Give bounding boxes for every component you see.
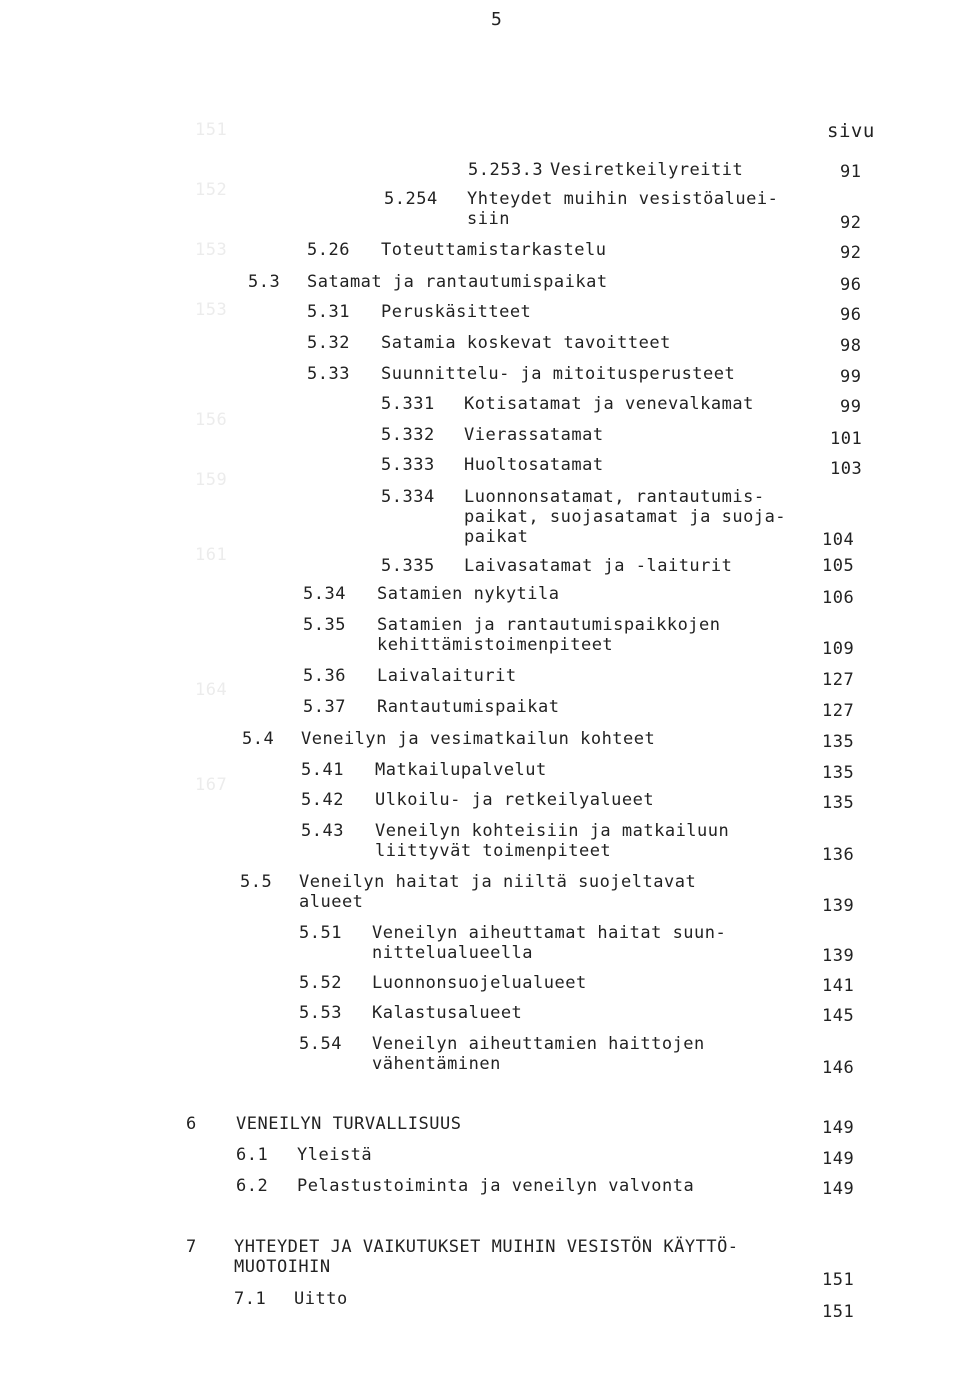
page-number: 5: [491, 9, 503, 30]
toc-entry-title: paikat: [464, 527, 529, 547]
toc-entry-title: Veneilyn ja vesimatkailun kohteet: [301, 729, 656, 749]
toc-entry-number: 5.41: [301, 760, 344, 780]
bleed-through-mark: 151: [195, 120, 228, 140]
toc-entry-title: paikat, suojasatamat ja suoja-: [464, 507, 787, 527]
toc-entry-page: 136: [822, 845, 855, 865]
toc-entry-page: 146: [822, 1058, 855, 1078]
toc-entry-number: 5.34: [303, 584, 346, 604]
toc-entry-title: Vierassatamat: [464, 425, 604, 445]
toc-entry-title: Yhteydet muihin vesistöaluei-: [467, 189, 779, 209]
toc-entry-title: vähentäminen: [372, 1054, 501, 1074]
toc-entry-number: 7.1: [234, 1289, 267, 1309]
toc-entry-page: 127: [822, 670, 855, 690]
toc-entry-number: 5.3: [248, 272, 281, 292]
toc-entry-title: Toteuttamistarkastelu: [381, 240, 607, 260]
toc-entry-title: Kotisatamat ja venevalkamat: [464, 394, 754, 414]
toc-entry-page: 99: [840, 397, 862, 417]
toc-entry-number: 5.331: [381, 394, 435, 414]
toc-entry-page: 103: [830, 459, 863, 479]
toc-entry-page: 139: [822, 896, 855, 916]
bleed-through-mark: 159: [195, 470, 228, 490]
toc-entry-page: 96: [840, 275, 862, 295]
toc-entry-title: Veneilyn haitat ja niiltä suojeltavat: [299, 872, 697, 892]
toc-entry-title: siin: [467, 209, 510, 229]
toc-entry-title: Matkailupalvelut: [375, 760, 547, 780]
toc-entry-number: 5.33: [307, 364, 350, 384]
toc-entry-title: Veneilyn aiheuttamat haitat suun-: [372, 923, 727, 943]
toc-entry-title: Satamat ja rantautumispaikat: [307, 272, 608, 292]
toc-entry-title: Satamia koskevat tavoitteet: [381, 333, 671, 353]
toc-entry-page: 99: [840, 367, 862, 387]
toc-entry-title: alueet: [299, 892, 364, 912]
toc-entry-number: 5.51: [299, 923, 342, 943]
toc-entry-number: 6: [186, 1114, 197, 1134]
toc-entry-page: 109: [822, 639, 855, 659]
toc-entry-number: 5.253.3: [468, 160, 544, 180]
toc-entry-title: Laivasatamat ja -laiturit: [464, 556, 733, 576]
toc-entry-title: VENEILYN TURVALLISUUS: [236, 1114, 462, 1134]
toc-entry-page: 105: [822, 556, 855, 576]
toc-entry-number: 5.37: [303, 697, 346, 717]
bleed-through-mark: 153: [195, 300, 228, 320]
toc-entry-title: Pelastustoiminta ja veneilyn valvonta: [297, 1176, 695, 1196]
toc-entry-page: 135: [822, 793, 855, 813]
toc-entry-title: Vesiretkeilyreitit: [550, 160, 744, 180]
toc-entry-title: MUOTOIHIN: [234, 1257, 331, 1277]
toc-entry-number: 5.332: [381, 425, 435, 445]
toc-entry-title: Satamien ja rantautumispaikkojen: [377, 615, 721, 635]
toc-entry-page: 141: [822, 976, 855, 996]
toc-entry-number: 5.4: [242, 729, 275, 749]
toc-entry-number: 5.53: [299, 1003, 342, 1023]
toc-entry-number: 5.335: [381, 556, 435, 576]
toc-entry-title: Kalastusalueet: [372, 1003, 523, 1023]
toc-entry-title: nittelualueella: [372, 943, 534, 963]
toc-entry-title: Satamien nykytila: [377, 584, 560, 604]
bleed-through-mark: 153: [195, 240, 228, 260]
toc-entry-page: 139: [822, 946, 855, 966]
toc-entry-number: 5.334: [381, 487, 435, 507]
toc-entry-page: 151: [822, 1302, 855, 1322]
toc-entry-number: 5.26: [307, 240, 350, 260]
toc-entry-page: 135: [822, 732, 855, 752]
toc-entry-number: 5.42: [301, 790, 344, 810]
toc-entry-number: 5.52: [299, 973, 342, 993]
toc-entry-title: Luonnonsuojelualueet: [372, 973, 587, 993]
bleed-through-mark: 164: [195, 680, 228, 700]
toc-entry-page: 149: [822, 1179, 855, 1199]
toc-entry-page: 98: [840, 336, 862, 356]
toc-entry-title: Peruskäsitteet: [381, 302, 532, 322]
toc-entry-page: 91: [840, 162, 862, 182]
toc-entry-page: 149: [822, 1149, 855, 1169]
bleed-through-mark: 152: [195, 180, 228, 200]
toc-entry-page: 104: [822, 530, 855, 550]
toc-entry-page: 96: [840, 305, 862, 325]
toc-entry-title: Veneilyn aiheuttamien haittojen: [372, 1034, 705, 1054]
toc-entry-title: Uitto: [294, 1289, 348, 1309]
toc-entry-title: liittyvät toimenpiteet: [375, 841, 612, 861]
bleed-through-mark: 167: [195, 775, 228, 795]
toc-entry-title: YHTEYDET JA VAIKUTUKSET MUIHIN VESISTÖN KÄYTTÖ-: [234, 1237, 739, 1257]
toc-entry-number: 5.54: [299, 1034, 342, 1054]
bleed-through-mark: 156: [195, 410, 228, 430]
toc-entry-page: 101: [830, 429, 863, 449]
toc-entry-page: 106: [822, 588, 855, 608]
page-column-header: sivu: [827, 120, 875, 142]
toc-entry-page: 92: [840, 213, 862, 233]
toc-entry-number: 5.43: [301, 821, 344, 841]
toc-entry-page: 92: [840, 243, 862, 263]
bleed-through-mark: 161: [195, 545, 228, 565]
toc-entry-number: 5.32: [307, 333, 350, 353]
toc-entry-title: Rantautumispaikat: [377, 697, 560, 717]
toc-entry-page: 135: [822, 763, 855, 783]
toc-entry-page: 149: [822, 1118, 855, 1138]
toc-entry-title: Veneilyn kohteisiin ja matkailuun: [375, 821, 730, 841]
toc-entry-number: 7: [186, 1237, 197, 1257]
toc-entry-number: 6.2: [236, 1176, 269, 1196]
toc-entry-page: 127: [822, 701, 855, 721]
toc-entry-number: 5.36: [303, 666, 346, 686]
toc-entry-title: Suunnittelu- ja mitoitusperusteet: [381, 364, 736, 384]
toc-entry-page: 151: [822, 1270, 855, 1290]
toc-entry-title: Luonnonsatamat, rantautumis-: [464, 487, 765, 507]
toc-entry-number: 6.1: [236, 1145, 269, 1165]
toc-entry-number: 5.254: [384, 189, 438, 209]
toc-entry-title: Laivalaiturit: [377, 666, 517, 686]
toc-entry-number: 5.5: [240, 872, 273, 892]
toc-entry-page: 145: [822, 1006, 855, 1026]
toc-entry-title: Yleistä: [297, 1145, 373, 1165]
toc-entry-title: Ulkoilu- ja retkeilyalueet: [375, 790, 655, 810]
toc-entry-number: 5.31: [307, 302, 350, 322]
toc-entry-title: kehittämistoimenpiteet: [377, 635, 614, 655]
toc-entry-title: Huoltosatamat: [464, 455, 604, 475]
toc-entry-number: 5.35: [303, 615, 346, 635]
toc-entry-number: 5.333: [381, 455, 435, 475]
